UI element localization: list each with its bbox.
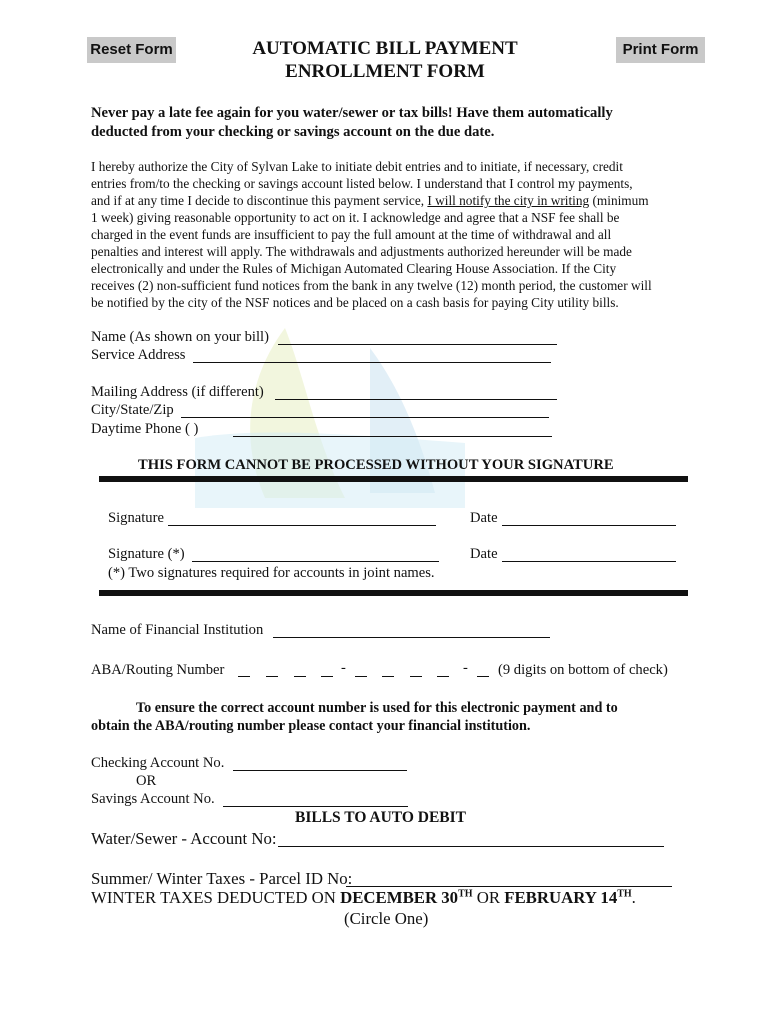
routing-number-label: ABA/Routing Number xyxy=(91,662,225,678)
circle-one-note: (Circle One) xyxy=(344,909,429,928)
february-option[interactable]: FEBRUARY 14TH xyxy=(504,888,632,907)
routing-separator-1: - xyxy=(341,660,346,676)
signature2-field[interactable] xyxy=(192,561,439,562)
service-address-field[interactable] xyxy=(193,362,551,363)
date1-label: Date xyxy=(470,510,498,526)
signature1-label: Signature xyxy=(108,510,164,526)
service-address-label: Service Address xyxy=(91,347,186,363)
or-label: OR xyxy=(136,773,157,789)
authorization-line1: I hereby authorize the City of Sylvan Lake to initiate debit entries and to initiate, if necessary, credit xyxy=(91,159,623,174)
authorization-line2: entries from/to the checking or savings account listed below. I understand that I control my payments, xyxy=(91,176,633,191)
authorization-line3-post: (minimum xyxy=(589,193,649,208)
form-title-line2: ENROLLMENT FORM xyxy=(285,61,485,82)
routing-note-line1: To ensure the correct account number is used for this electronic payment and to xyxy=(136,700,618,716)
parcel-id-label: Summer/ Winter Taxes - Parcel ID No: xyxy=(91,869,353,888)
signature2-label: Signature (*) xyxy=(108,546,185,562)
form-title-line1: AUTOMATIC BILL PAYMENT xyxy=(252,38,518,59)
routing-digit-8[interactable] xyxy=(437,676,449,677)
routing-digit-7[interactable] xyxy=(410,676,422,677)
routing-hint: (9 digits on bottom of check) xyxy=(498,662,668,678)
city-state-zip-field[interactable] xyxy=(181,417,549,418)
city-state-zip-label: City/State/Zip xyxy=(91,402,174,418)
water-sewer-label: Water/Sewer - Account No: xyxy=(91,829,277,848)
authorization-line8: receives (2) non-sufficient fund notices from the bank in any twelve (12) month period, the customer will xyxy=(91,278,652,293)
routing-note-line2: obtain the ABA/routing number please contact your financial institution. xyxy=(91,718,531,734)
date1-field[interactable] xyxy=(502,525,676,526)
authorization-line9: be notified by the city of the NSF notices and be placed on a cash basis for paying City utility bills. xyxy=(91,295,619,310)
routing-digit-5[interactable] xyxy=(355,676,367,677)
signature-warning: THIS FORM CANNOT BE PROCESSED WITHOUT YOUR SIGNATURE xyxy=(138,457,614,473)
signature1-field[interactable] xyxy=(168,525,436,526)
authorization-line7: electronically and under the Rules of Michigan Automated Clearing House Association. If the City xyxy=(91,261,617,276)
intro-line2: deducted from your checking or savings account on the due date. xyxy=(91,124,495,140)
bills-heading: BILLS TO AUTO DEBIT xyxy=(295,809,467,826)
date2-label: Date xyxy=(470,546,498,562)
authorization-line6: penalties and interest will apply. The withdrawals and adjustments authorized hereunder will be made xyxy=(91,244,632,259)
winter-taxes-prefix: WINTER TAXES DEDUCTED ON xyxy=(91,888,341,907)
routing-digit-6[interactable] xyxy=(382,676,394,677)
routing-digit-9[interactable] xyxy=(477,676,489,677)
daytime-phone-label: Daytime Phone ( ) xyxy=(91,421,199,437)
intro-line1: Never pay a late fee again for you water/sewer or tax bills! Have them automatically xyxy=(91,105,613,121)
name-field[interactable] xyxy=(278,344,557,345)
authorization-line3 xyxy=(91,193,649,210)
top-rule xyxy=(99,476,688,482)
checking-account-field[interactable] xyxy=(233,770,407,771)
routing-digit-4[interactable] xyxy=(321,676,333,677)
december-option[interactable]: DECEMBER 30TH xyxy=(340,888,473,907)
financial-institution-field[interactable] xyxy=(273,637,550,638)
winter-taxes-period: . xyxy=(631,888,636,907)
mailing-address-field[interactable] xyxy=(275,399,557,400)
bottom-rule xyxy=(99,590,688,596)
reset-form-button[interactable]: Reset Form xyxy=(87,37,176,63)
name-label: Name (As shown on your bill) xyxy=(91,329,269,345)
authorization-line3-pre: and if at any time I decide to discontinue this payment service, xyxy=(91,193,428,208)
notify-in-writing: I will notify the city in writing xyxy=(427,193,590,208)
parcel-id-field[interactable] xyxy=(346,886,672,887)
checking-account-label: Checking Account No. xyxy=(91,755,225,771)
winter-taxes-line xyxy=(91,888,636,908)
option-or: OR xyxy=(472,888,505,907)
routing-digit-1[interactable] xyxy=(238,676,250,677)
water-sewer-account-field[interactable] xyxy=(278,846,664,847)
daytime-phone-field[interactable] xyxy=(233,436,552,437)
routing-separator-2: - xyxy=(463,660,468,676)
financial-institution-label: Name of Financial Institution xyxy=(91,622,264,638)
savings-account-label: Savings Account No. xyxy=(91,791,215,807)
routing-digit-3[interactable] xyxy=(294,676,306,677)
joint-accounts-note: (*) Two signatures required for accounts in joint names. xyxy=(108,565,435,581)
authorization-line5: charged in the event funds are insufficient to pay the full amount at the time of withdrawal and all xyxy=(91,227,612,242)
routing-digit-2[interactable] xyxy=(266,676,278,677)
mailing-address-label: Mailing Address (if different) xyxy=(91,384,264,400)
authorization-line4: 1 week) giving reasonable opportunity to act on it. I acknowledge and agree that a NSF fee shall be xyxy=(91,210,620,225)
print-form-button[interactable]: Print Form xyxy=(616,37,705,63)
savings-account-field[interactable] xyxy=(223,806,408,807)
date2-field[interactable] xyxy=(502,561,676,562)
